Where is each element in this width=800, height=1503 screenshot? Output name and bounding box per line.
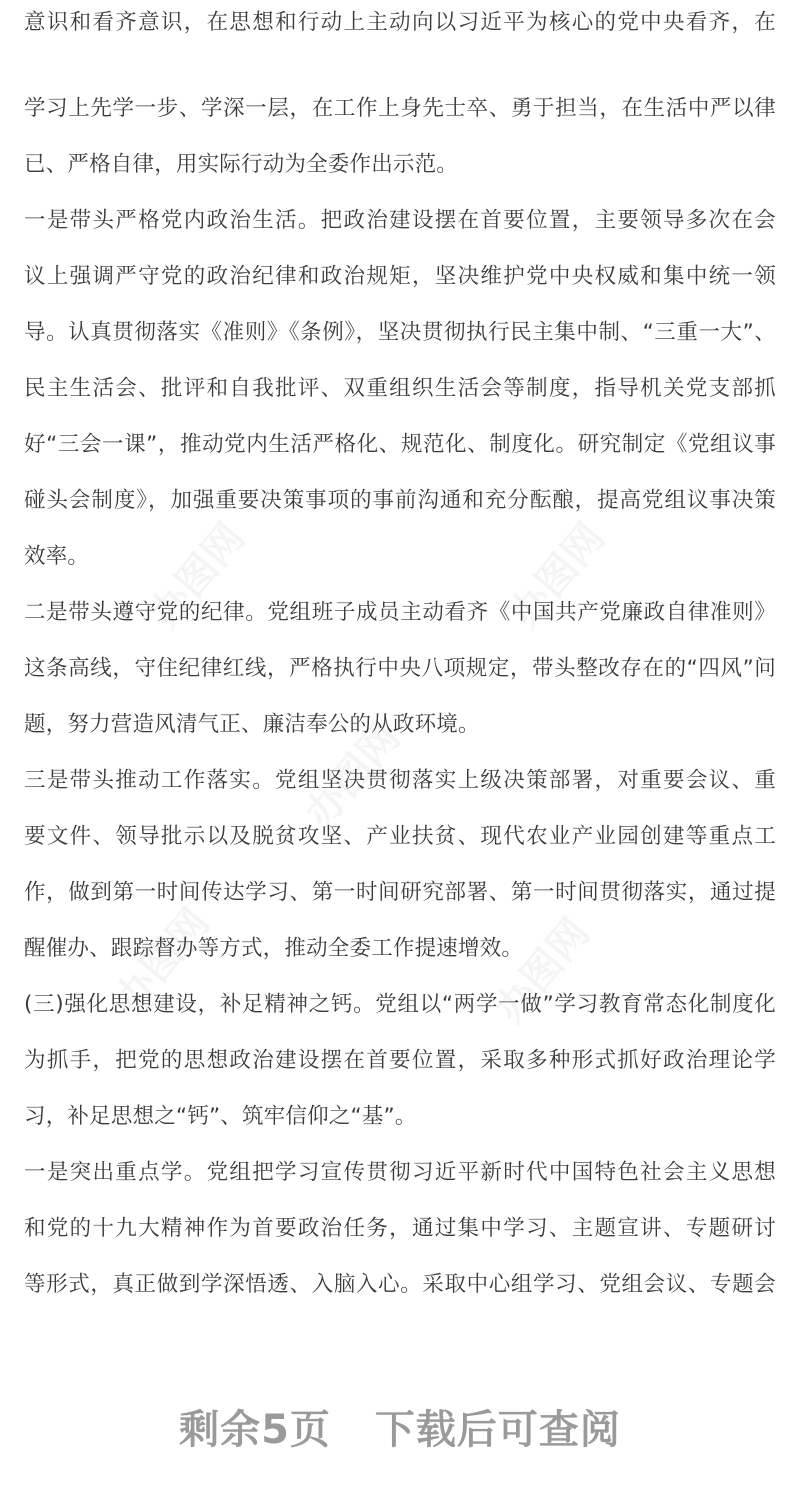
text-line: (三)强化思想建设，补足精神之钙。党组以“两学一做”学习教育常态化制度化 (24, 992, 776, 1017)
text-line: 意识和看齐意识，在思想和行动上主动向以习近平为核心的党中央看齐，在 (24, 10, 776, 35)
download-to-view-label[interactable]: 下载后可查阅 (374, 1407, 621, 1453)
text-line: 三是带头推动工作落实。党组坚决贯彻落实上级决策部署，对重要会议、重 (24, 768, 776, 793)
text-line: 二是带头遵守党的纪律。党组班子成员主动看齐《中国共产党廉政自律准则》 (24, 600, 776, 625)
text-line: 一是带头严格党内政治生活。把政治建设摆在首要位置，主要领导多次在会 (24, 208, 776, 233)
text-line: 作，做到第一时间传达学习、第一时间研究部署、第一时间贯彻落实，通过提 (24, 880, 776, 905)
text-line: 习，补足思想之“钙”、筑牢信仰之“基”。 (24, 1104, 417, 1129)
download-prompt[interactable] (0, 1400, 800, 1460)
text-line: 为抓手，把党的思想政治建设摆在首要位置，采取多种形式抓好政治理论学 (24, 1048, 776, 1073)
text-line: 这条高线，守住纪律红线，严格执行中央八项规定，带头整改存在的“四风”问 (24, 656, 776, 681)
remaining-pages-label: 剩余5页 (179, 1407, 331, 1453)
text-line: 好“三会一课”，推动党内生活严格化、规范化、制度化。研究制定《党组议事 (24, 432, 776, 457)
text-line: 和党的十九大精神作为首要政治任务，通过集中学习、主题宣讲、专题研讨 (24, 1216, 776, 1241)
text-line: 碰头会制度》，加强重要决策事项的事前沟通和充分酝酿，提高党组议事决策 (24, 488, 776, 513)
text-line: 一是突出重点学。党组把学习宣传贯彻习近平新时代中国特色社会主义思想 (24, 1160, 776, 1185)
text-line: 学习上先学一步、学深一层，在工作上身先士卒、勇于担当，在生活中严以律 (24, 96, 776, 121)
text-line: 题，努力营造风清气正、廉洁奉公的从政环境。 (24, 712, 480, 737)
text-line: 已、严格自律，用实际行动为全委作出示范。 (24, 152, 459, 177)
text-line: 醒催办、跟踪督办等方式，推动全委工作提速增效。 (24, 936, 524, 961)
text-line: 民主生活会、批评和自我批评、双重组织生活会等制度，指导机关党支部抓 (24, 376, 776, 401)
text-line: 效率。 (24, 544, 90, 569)
text-line: 要文件、领导批示以及脱贫攻坚、产业扶贫、现代农业产业园创建等重点工 (24, 824, 776, 849)
text-line: 等形式，真正做到学深悟透、入脑入心。采取中心组学习、党组会议、专题会 (24, 1272, 776, 1297)
text-line: 导。认真贯彻落实《准则》《条例》，坚决贯彻执行民主集中制、“三重一大”、 (24, 320, 776, 345)
text-line: 议上强调严守党的政治纪律和政治规矩，坚决维护党中央权威和集中统一领 (24, 264, 776, 289)
